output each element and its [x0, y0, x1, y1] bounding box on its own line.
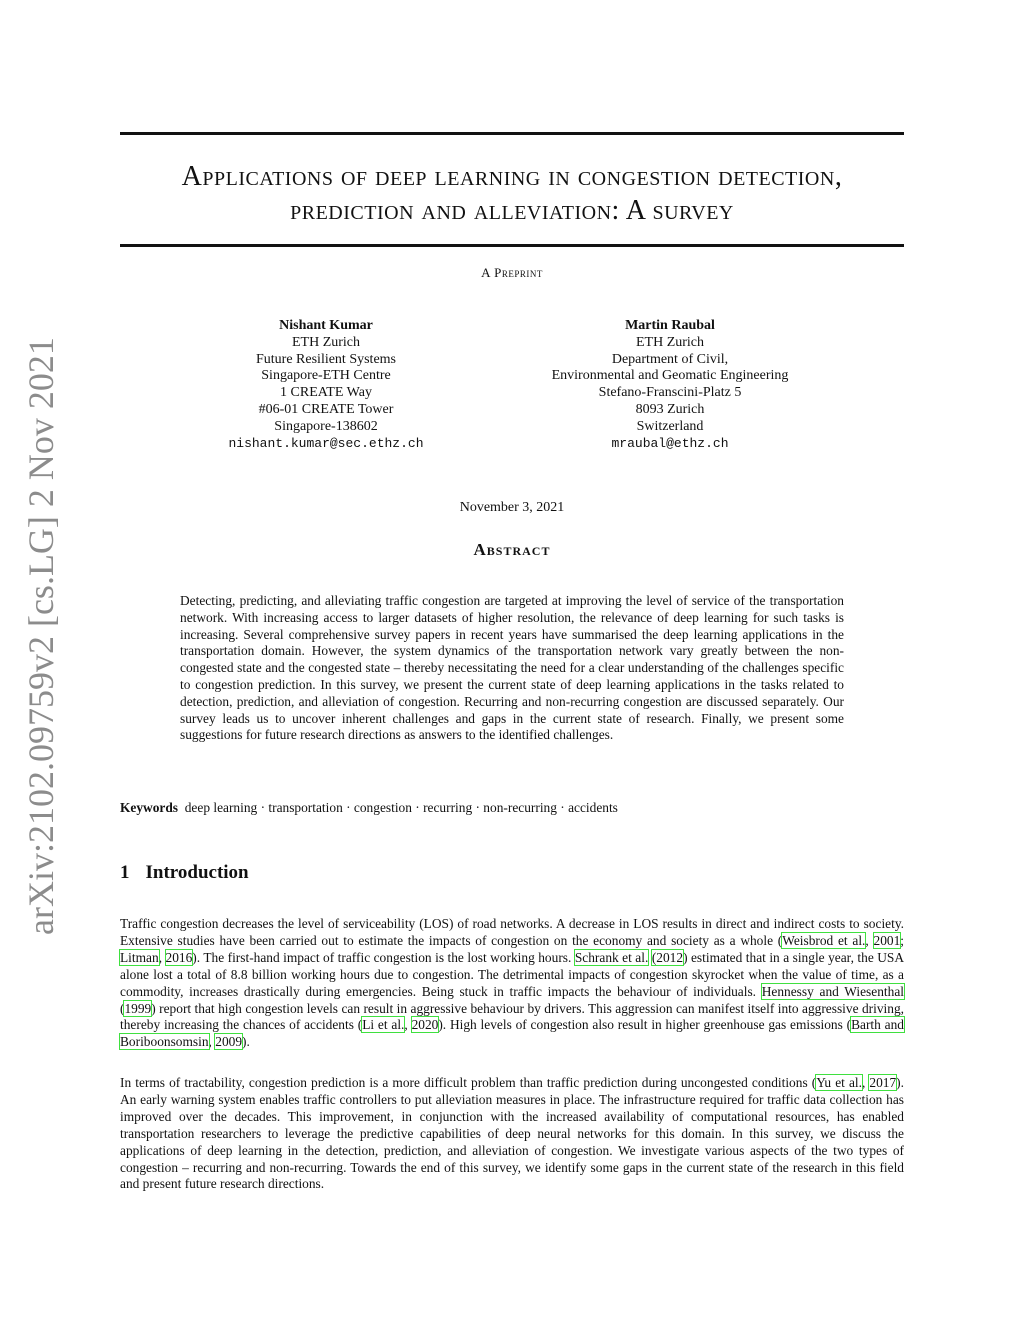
- preprint-label: A Preprint: [481, 265, 543, 280]
- author-affiliation-line: 1 CREATE Way: [280, 385, 372, 401]
- paragraph-text: ). High levels of congestion also result in higher greenhouse gas emissions (: [438, 1017, 852, 1033]
- title-bottom-rule: [120, 244, 904, 247]
- citation-link[interactable]: Barth and Boriboonsomsin: [120, 1017, 904, 1050]
- paragraph-text: ;: [900, 932, 905, 948]
- keywords-line: [120, 800, 904, 816]
- paragraph-text: ,: [404, 1017, 412, 1033]
- title-line-2: prediction and alleviation: A survey: [290, 195, 734, 226]
- paragraph-text: ,: [865, 932, 874, 948]
- citation-link[interactable]: 1999: [124, 1000, 152, 1016]
- citation-link[interactable]: 2001: [873, 932, 901, 948]
- citation-link[interactable]: 2016: [165, 949, 193, 965]
- citation-link[interactable]: Li et al.: [362, 1017, 405, 1033]
- citation-link[interactable]: Yu et al.: [816, 1075, 862, 1090]
- arxiv-identifier: arXiv:2102.09759v2 [cs.LG] 2 Nov 2021: [21, 337, 61, 935]
- citation-link[interactable]: Hennessy and Wiesenthal: [761, 983, 904, 999]
- title-top-rule: [120, 132, 904, 135]
- author-affiliation-line: Singapore-138602: [274, 418, 378, 434]
- keywords-label: Keywords: [120, 800, 179, 815]
- paper-title: [120, 160, 904, 228]
- paragraph-text: ).: [242, 1034, 250, 1050]
- author-affiliation-line: 8093 Zurich: [635, 401, 705, 417]
- paragraph-text: ) estimated that in a single year, the USA alone lost a total of 8.8 billion working hours due to congestion. The detrimental impacts of congestion skyrocket when the value of time, as a commodity, increases drastically during emergencies. Being stuck in traffic impacts the behaviour of individuals.: [120, 949, 905, 999]
- author-affiliation-line: Switzerland: [636, 418, 704, 434]
- citation-link[interactable]: (2012: [651, 949, 684, 965]
- citation-link[interactable]: 2017: [869, 1075, 897, 1090]
- author-affiliation-line: Future Resilient Systems: [256, 351, 396, 367]
- intro-paragraph-2: [120, 1075, 904, 1193]
- author-email[interactable]: mraubal@ethz.ch: [611, 435, 729, 451]
- abstract-text: Detecting, predicting, and alleviating traffic congestion are targeted at improving the level of service of the transportation network. With increasing access to larger datasets of higher resolution, the relevance of deep learning for such tasks is increasing. Several comprehensive survey papers in recent years have summarised the deep learning applications in the transportation domain. However, the system dynamics of the transportation network vary greatly between the non-congested state and the congested state – thereby necessitating the need for a clear understanding of the challenges specific to congestion prediction. In this survey, we present the current state of deep learning applications in the tasks related to detection, prediction, and alleviation of congestion. Recurring and non-recurring congestion are discussed separately. Our survey leads us to uncover inherent challenges and gaps in the current state of research. Finally, we present some suggestions for future research directions as answers to the identified challenges.: [180, 593, 844, 743]
- title-line-1: Applications of deep learning in congestion detection,: [181, 161, 843, 192]
- author-name: Martin Raubal: [625, 318, 715, 333]
- paragraph-text: ) report that high congestion levels can result in aggressive behaviour by drivers. This aggression can manifest itself into aggressive driving, thereby increasing the chances of accidents (: [120, 1000, 904, 1033]
- author-block-2: [520, 318, 820, 452]
- citation-link[interactable]: 2009: [215, 1034, 243, 1050]
- paragraph-text: ). An early warning system enables traffic controllers to put alleviation measures in place. The infrastructure required for traffic data collection has improved over the decades. This improvement, in conjunction with the increased availability of computational resources, has enabled transportation researchers to leverage the predictive capabilities of deep neural networks for this domain. In this survey, we discuss the applications of deep learning in the detection, prediction, and alleviation of congestion. We investigate various aspects of the two types of congestion – recurring and non-recurring. Towards the end of this survey, we identify some gaps in the current state of the research in this field and present future research directions.: [120, 1075, 904, 1192]
- author-affiliation-line: ETH Zurich: [291, 334, 361, 350]
- section-title: Introduction: [145, 862, 249, 883]
- paragraph-text: In terms of tractability, congestion prediction is a more difficult problem than traffic prediction during uncongested conditions (: [120, 1075, 817, 1090]
- author-email[interactable]: nishant.kumar@sec.ethz.ch: [228, 435, 424, 451]
- author-affiliation-line: Department of Civil,: [611, 351, 729, 367]
- author-affiliation-line: ETH Zurich: [635, 334, 705, 350]
- paragraph-text: ,: [208, 1034, 216, 1050]
- paragraph-text: ,: [158, 949, 166, 965]
- keywords-text: deep learning · transportation · congestion · recurring · non-recurring · accidents: [184, 800, 618, 815]
- paragraph-text: ). The first-hand impact of traffic congestion is the lost working hours.: [192, 949, 575, 965]
- paper-date: November 3, 2021: [459, 500, 565, 515]
- author-affiliation-line: #06-01 CREATE Tower: [258, 401, 394, 417]
- author-affiliation-line: Environmental and Geomatic Engineering: [551, 368, 789, 384]
- arxiv-sidebar: [18, 337, 68, 935]
- author-affiliation-line: Stefano-Franscini-Platz 5: [598, 385, 742, 401]
- author-name: Nishant Kumar: [279, 318, 373, 333]
- author-affiliation-line: Singapore-ETH Centre: [261, 368, 391, 384]
- author-block-1: [176, 318, 476, 452]
- citation-link[interactable]: Weisbrod et al.: [782, 932, 866, 948]
- citation-link[interactable]: Litman: [120, 949, 159, 965]
- intro-paragraph-1: [120, 916, 904, 1051]
- paragraph-text: ,: [861, 1075, 870, 1090]
- paragraph-text: Traffic congestion decreases the level of serviceability (LOS) of road networks. A decrease in LOS results in direct and indirect costs to society. Extensive studies have been carried out to estimate the impacts of congestion on the economy and society as a whole (: [120, 916, 904, 948]
- section-heading-introduction: [120, 862, 249, 884]
- citation-link[interactable]: 2020: [411, 1017, 439, 1033]
- section-number: 1: [120, 862, 130, 883]
- paragraph-text: (: [120, 1000, 125, 1016]
- citation-link[interactable]: Schrank et al.: [574, 949, 649, 965]
- abstract-heading: Abstract: [473, 540, 551, 559]
